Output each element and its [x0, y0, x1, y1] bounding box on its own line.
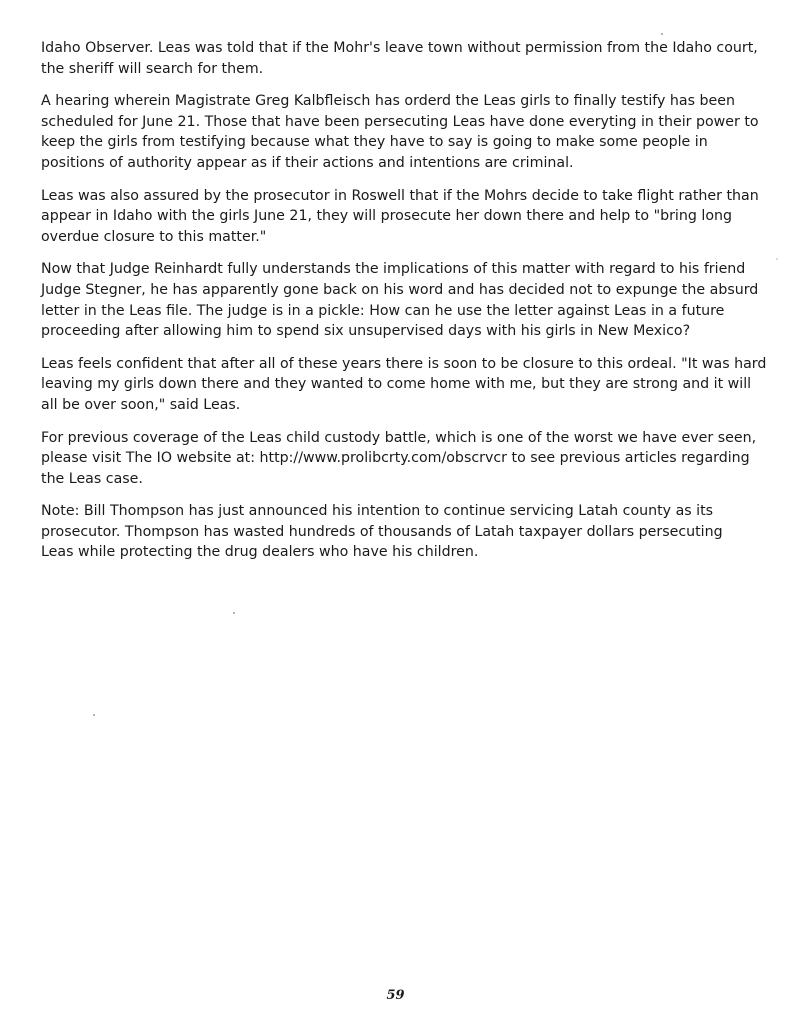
paragraph-7	[41, 501, 761, 563]
text-line: Judge Stegner, he has apparently gone back on his word and has decided not to expunge the absurd	[41, 281, 759, 298]
text-line: letter in the Leas file. The judge is in a pickle: How can he use the letter against Leas in a future	[41, 302, 725, 319]
paragraph-5	[41, 354, 767, 416]
text-line: prosecutor. Thompson has wasted hundreds of thousands of Latah taxpayer dollars persecuting	[41, 523, 723, 540]
scan-speck	[93, 714, 95, 716]
text-line: all be over soon," said Leas.	[41, 396, 241, 413]
text-line: positions of authority appear as if their actions and intentions are criminal.	[41, 154, 574, 171]
page-number: 59	[386, 988, 405, 1003]
text-line: the sheriff will search for them.	[41, 60, 264, 77]
text-line: Now that Judge Reinhardt fully understands the implications of this matter with regard to his friend	[41, 261, 746, 278]
text-line: Note: Bill Thompson has just announced his intention to continue servicing Latah county as its	[41, 503, 714, 520]
scan-speck	[233, 612, 235, 614]
scan-speck	[776, 258, 778, 260]
text-line: Idaho Observer. Leas was told that if the Mohr's leave town without permission from the Idaho court,	[41, 40, 758, 56]
paragraph-3	[41, 186, 761, 248]
text-line: the Leas case.	[41, 470, 143, 487]
text-line: A hearing wherein Magistrate Greg Kalbfleisch has orderd the Leas girls to finally testify has been	[41, 93, 735, 110]
text-line: leaving my girls down there and they wanted to come home with me, but they are strong and it will	[41, 376, 752, 393]
paragraph-4	[41, 259, 761, 341]
text-line: proceeding after allowing him to spend six unsupervised days with his girls in New Mexico?	[41, 323, 691, 340]
text-line: keep the girls from testifying because what they have to say is going to make some people in	[41, 134, 708, 151]
text-line: Leas while protecting the drug dealers who have his children.	[41, 544, 479, 561]
paragraph-1	[41, 38, 761, 79]
scan-speck	[661, 33, 663, 35]
text-line: appear in Idaho with the girls June 21, they will prosecute her down there and help to "bring long	[41, 208, 732, 225]
text-line: please visit The IO website at: http://www.prolibcrty.com/obscrvcr to see previous articles regarding	[41, 450, 750, 467]
paragraph-6	[41, 428, 761, 490]
text-line: overdue closure to this matter."	[41, 228, 267, 245]
article-body	[41, 38, 767, 575]
paragraph-2	[41, 91, 761, 173]
text-line: Leas feels confident that after all of these years there is soon to be closure to this ordeal. "It was hard	[41, 355, 767, 372]
text-line: scheduled for June 21. Those that have been persecuting Leas have done everyting in their power to	[41, 113, 759, 130]
text-line: For previous coverage of the Leas child custody battle, which is one of the worst we have ever seen,	[41, 429, 757, 446]
text-line: Leas was also assured by the prosecutor in Roswell that if the Mohrs decide to take flight rather than	[41, 187, 759, 204]
